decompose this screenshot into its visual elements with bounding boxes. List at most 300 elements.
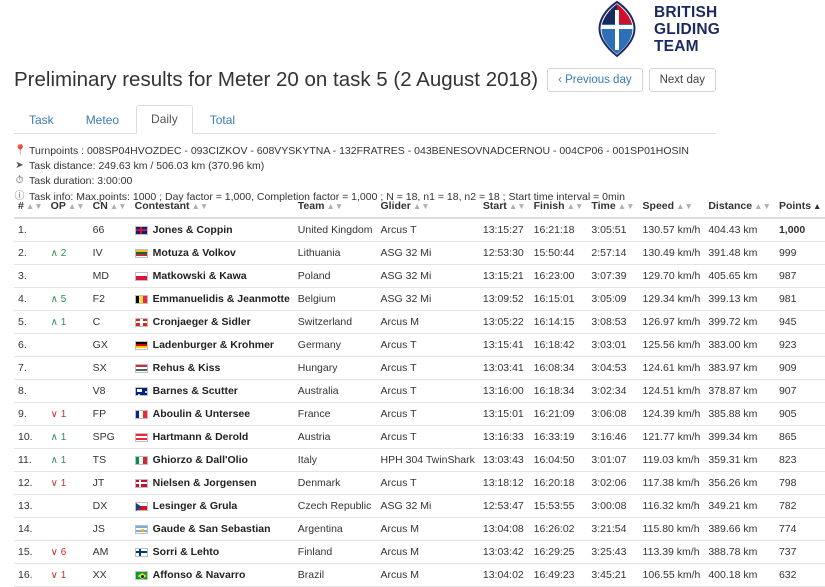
cell-contestant bbox=[131, 564, 294, 587]
cell-team: Czech Republic bbox=[294, 495, 377, 518]
cell-speed: 113.39 km/h bbox=[639, 541, 705, 564]
cell-rank: 15. bbox=[14, 541, 47, 564]
cell-glider: Arcus T bbox=[377, 403, 479, 426]
logo-line-1: BRITISH bbox=[654, 3, 718, 21]
cell-glider: ASG 32 Mi bbox=[377, 495, 479, 518]
cell-rank: 2. bbox=[14, 242, 47, 265]
cell-rank: 14. bbox=[14, 518, 47, 541]
cell-finish: 16:33:19 bbox=[530, 426, 588, 449]
cell-distance: 389.66 km bbox=[704, 518, 775, 541]
cell-glider: Arcus T bbox=[377, 472, 479, 495]
cell-cn: AM bbox=[89, 541, 131, 564]
cell-rank: 13. bbox=[14, 495, 47, 518]
cell-op bbox=[47, 472, 89, 495]
cell-time: 3:05:51 bbox=[587, 218, 638, 242]
cell-distance: 378.87 km bbox=[704, 380, 775, 403]
cell-contestant bbox=[131, 495, 294, 518]
cell-distance: 400.18 km bbox=[704, 564, 775, 587]
column-label-cn: CN bbox=[92, 200, 108, 212]
cell-op bbox=[47, 564, 89, 587]
cell-glider: Arcus M bbox=[377, 564, 479, 587]
cell-start: 13:03:42 bbox=[479, 541, 530, 564]
table-row[interactable] bbox=[14, 311, 825, 334]
paper-plane-icon: ➤ bbox=[15, 160, 24, 172]
cell-contestant bbox=[131, 541, 294, 564]
position-change-up-icon: ∧ 1 bbox=[50, 454, 67, 466]
cell-contestant bbox=[131, 218, 294, 242]
table-row[interactable] bbox=[14, 449, 825, 472]
cell-team: Brazil bbox=[294, 564, 377, 587]
cell-op bbox=[47, 518, 89, 541]
next-day-button[interactable]: Next day bbox=[649, 68, 716, 92]
flag-icon-gb bbox=[135, 226, 148, 235]
sort-icon: ▲▼ bbox=[508, 201, 526, 211]
cell-op bbox=[47, 426, 89, 449]
cell-contestant bbox=[131, 403, 294, 426]
cell-rank: 12. bbox=[14, 472, 47, 495]
cell-speed: 117.38 km/h bbox=[639, 472, 705, 495]
results-table-head bbox=[14, 196, 825, 218]
contestant-name: Gaude & San Sebastian bbox=[152, 523, 271, 535]
cell-op bbox=[47, 380, 89, 403]
cell-speed: 130.57 km/h bbox=[639, 218, 705, 242]
cell-speed: 129.34 km/h bbox=[639, 288, 705, 311]
cell-finish: 16:04:50 bbox=[530, 449, 588, 472]
cell-op bbox=[47, 265, 89, 288]
cell-start: 12:53:30 bbox=[479, 242, 530, 265]
cell-rank: 10. bbox=[14, 426, 47, 449]
cell-contestant bbox=[131, 426, 294, 449]
task-distance-text: Task distance: 249.63 km / 506.03 km (370.96 km) bbox=[29, 160, 265, 173]
cell-rank: 5. bbox=[14, 311, 47, 334]
cell-contestant bbox=[131, 380, 294, 403]
column-header-distance[interactable] bbox=[704, 196, 775, 218]
column-label-contestant: Contestant bbox=[134, 200, 190, 212]
cell-finish: 16:29:25 bbox=[530, 541, 588, 564]
column-label-points: Points bbox=[778, 200, 812, 212]
cell-speed: 130.49 km/h bbox=[639, 242, 705, 265]
task-info-text: Task info: Max.points: 1000 ; Day factor = 1,000, Completion factor = 1,000 ; N = 18, n1 = 18, n2 = 18 ; Start time interval = 0min bbox=[29, 190, 625, 203]
flag-icon-hu bbox=[135, 364, 148, 373]
cell-glider: HPH 304 TwinShark bbox=[377, 449, 479, 472]
cell-contestant bbox=[131, 265, 294, 288]
cell-points: 923 bbox=[775, 334, 825, 357]
contestant-name: Hartmann & Derold bbox=[152, 431, 249, 443]
cell-rank: 8. bbox=[14, 380, 47, 403]
cell-op bbox=[47, 403, 89, 426]
contestant-name: Rehus & Kiss bbox=[152, 362, 221, 374]
cell-finish: 16:26:02 bbox=[530, 518, 588, 541]
cell-cn: MD bbox=[89, 265, 131, 288]
cell-cn: JS bbox=[89, 518, 131, 541]
cell-speed: 129.70 km/h bbox=[639, 265, 705, 288]
sort-icon: ▲▼ bbox=[754, 201, 771, 211]
cell-time: 3:04:53 bbox=[587, 357, 638, 380]
contestant-name: Jones & Coppin bbox=[152, 224, 233, 236]
cell-start: 13:18:12 bbox=[479, 472, 530, 495]
cell-cn: F2 bbox=[89, 288, 131, 311]
results-table-body bbox=[14, 218, 825, 587]
cell-time: 3:16:46 bbox=[587, 426, 638, 449]
contestant-name: Nielsen & Jorgensen bbox=[152, 477, 257, 489]
cell-cn: JT bbox=[89, 472, 131, 495]
cell-points: 865 bbox=[775, 426, 825, 449]
cell-time: 3:02:06 bbox=[587, 472, 638, 495]
column-header-speed[interactable] bbox=[639, 196, 705, 218]
cell-points: 905 bbox=[775, 403, 825, 426]
cell-time: 3:45:21 bbox=[587, 564, 638, 587]
turnpoints-text: Turnpoints : 008SP04HVOZDEC - 093CIZKOV - 608VYSKYTNA - 132FRATRES - 043BENESOVNADCERNOU - 004CP06 - 001SP01HOSIN bbox=[29, 145, 690, 157]
cell-speed: 126.97 km/h bbox=[639, 311, 705, 334]
cell-team: Austria bbox=[294, 426, 377, 449]
position-change-up-icon: ∧ 2 bbox=[50, 247, 67, 259]
cell-finish: 16:23:00 bbox=[530, 265, 588, 288]
cell-points: 1,000 bbox=[775, 218, 825, 242]
location-pin-icon: 📍 bbox=[14, 145, 27, 156]
cell-rank: 6. bbox=[14, 334, 47, 357]
cell-team: Lithuania bbox=[294, 242, 377, 265]
logo-mark-icon bbox=[588, 0, 646, 58]
cell-rank: 11. bbox=[14, 449, 47, 472]
cell-time: 3:07:39 bbox=[587, 265, 638, 288]
cell-team: Denmark bbox=[294, 472, 377, 495]
cell-start: 13:04:02 bbox=[479, 564, 530, 587]
flag-icon-cz bbox=[135, 502, 148, 511]
cell-cn: IV bbox=[89, 242, 131, 265]
logo-line-2: GLIDING bbox=[654, 20, 720, 38]
sort-icon: ▲▼ bbox=[109, 201, 127, 211]
tab-total[interactable]: Total bbox=[209, 113, 236, 127]
cell-points: 981 bbox=[775, 288, 825, 311]
cell-op bbox=[47, 218, 89, 242]
contestant-name: Emmanuelidis & Jeanmotte bbox=[152, 293, 290, 305]
flag-icon-it bbox=[135, 456, 148, 465]
cell-rank: 1. bbox=[14, 218, 47, 242]
cell-contestant bbox=[131, 357, 294, 380]
cell-team: Switzerland bbox=[294, 311, 377, 334]
cell-contestant bbox=[131, 472, 294, 495]
column-label-speed: Speed bbox=[642, 200, 675, 212]
cell-finish: 16:20:18 bbox=[530, 472, 588, 495]
cell-finish: 15:53:55 bbox=[530, 495, 588, 518]
cell-cn: TS bbox=[89, 449, 131, 472]
cell-op bbox=[47, 495, 89, 518]
cell-speed: 124.61 km/h bbox=[639, 357, 705, 380]
turnpoints-line bbox=[14, 144, 716, 158]
cell-distance: 359.31 km bbox=[704, 449, 775, 472]
contestant-name: Lesinger & Grula bbox=[152, 500, 238, 512]
cell-start: 13:03:43 bbox=[479, 449, 530, 472]
column-label-op: OP bbox=[50, 200, 66, 212]
contestant-name: Barnes & Scutter bbox=[152, 385, 238, 397]
cell-glider: Arcus T bbox=[377, 380, 479, 403]
cell-time: 3:08:53 bbox=[587, 311, 638, 334]
sort-icon-active: ▲ bbox=[813, 201, 822, 211]
logo-line-3: TEAM bbox=[654, 37, 699, 55]
table-row[interactable] bbox=[14, 218, 825, 242]
table-row[interactable] bbox=[14, 541, 825, 564]
contestant-name: Matkowski & Kawa bbox=[152, 270, 247, 282]
column-header-team[interactable] bbox=[294, 196, 377, 218]
column-label-time: Time bbox=[591, 200, 616, 212]
cell-distance: 391.48 km bbox=[704, 242, 775, 265]
column-header-cn[interactable] bbox=[89, 196, 131, 218]
cell-speed: 124.39 km/h bbox=[639, 403, 705, 426]
cell-speed: 116.32 km/h bbox=[639, 495, 705, 518]
cell-contestant bbox=[131, 518, 294, 541]
cell-op bbox=[47, 288, 89, 311]
cell-finish: 15:50:44 bbox=[530, 242, 588, 265]
cell-contestant bbox=[131, 449, 294, 472]
cell-cn: 66 bbox=[89, 218, 131, 242]
cell-op bbox=[47, 357, 89, 380]
cell-rank: 16. bbox=[14, 564, 47, 587]
position-change-down-icon: ∨ 1 bbox=[50, 477, 67, 489]
column-header-time[interactable] bbox=[587, 196, 638, 218]
contestant-name: Cronjaeger & Sidler bbox=[152, 316, 251, 328]
previous-day-button[interactable]: ‹ Previous day bbox=[547, 68, 643, 92]
column-header-contestant[interactable] bbox=[131, 196, 294, 218]
cell-team: Hungary bbox=[294, 357, 377, 380]
cell-points: 823 bbox=[775, 449, 825, 472]
cell-glider: ASG 32 Mi bbox=[377, 288, 479, 311]
clock-icon: ⏱ bbox=[15, 175, 24, 187]
tab-daily[interactable]: Daily bbox=[136, 105, 193, 134]
column-header-finish[interactable] bbox=[530, 196, 588, 218]
column-header-glider[interactable] bbox=[377, 196, 479, 218]
cell-finish: 16:49:23 bbox=[530, 564, 588, 587]
results-table bbox=[14, 196, 825, 587]
cell-team: Australia bbox=[294, 380, 377, 403]
cell-start: 13:04:08 bbox=[479, 518, 530, 541]
cell-finish: 16:21:09 bbox=[530, 403, 588, 426]
flag-icon-br bbox=[135, 571, 148, 580]
position-change-down-icon: ∨ 6 bbox=[50, 546, 67, 558]
cell-rank: 4. bbox=[14, 288, 47, 311]
cell-start: 13:16:33 bbox=[479, 426, 530, 449]
flag-icon-de bbox=[135, 341, 148, 350]
cell-points: 999 bbox=[775, 242, 825, 265]
table-row[interactable] bbox=[14, 265, 825, 288]
cell-glider: Arcus T bbox=[377, 218, 479, 242]
cell-distance: 383.97 km bbox=[704, 357, 775, 380]
day-navigation bbox=[547, 68, 716, 92]
table-row[interactable] bbox=[14, 357, 825, 380]
cell-finish: 16:08:34 bbox=[530, 357, 588, 380]
cell-distance: 385.88 km bbox=[704, 403, 775, 426]
cell-rank: 9. bbox=[14, 403, 47, 426]
cell-contestant bbox=[131, 242, 294, 265]
cell-finish: 16:18:42 bbox=[530, 334, 588, 357]
cell-glider: Arcus T bbox=[377, 357, 479, 380]
table-row[interactable] bbox=[14, 403, 825, 426]
cell-start: 13:15:01 bbox=[479, 403, 530, 426]
info-circle-icon: ⓘ bbox=[14, 190, 25, 202]
table-row[interactable] bbox=[14, 564, 825, 587]
column-label-rank: # bbox=[18, 200, 24, 212]
cell-speed: 125.56 km/h bbox=[639, 334, 705, 357]
cell-time: 3:03:01 bbox=[587, 334, 638, 357]
cell-time: 3:00:08 bbox=[587, 495, 638, 518]
position-change-down-icon: ∨ 1 bbox=[50, 408, 67, 420]
table-row[interactable] bbox=[14, 518, 825, 541]
cell-start: 13:05:22 bbox=[479, 311, 530, 334]
cell-team: Germany bbox=[294, 334, 377, 357]
cell-time: 3:25:43 bbox=[587, 541, 638, 564]
cell-cn: XX bbox=[89, 564, 131, 587]
cell-time: 3:05:09 bbox=[587, 288, 638, 311]
cell-time: 3:06:08 bbox=[587, 403, 638, 426]
cell-points: 907 bbox=[775, 380, 825, 403]
cell-time: 3:02:34 bbox=[587, 380, 638, 403]
column-label-distance: Distance bbox=[708, 200, 753, 212]
column-header-op[interactable] bbox=[47, 196, 89, 218]
cell-distance: 356.26 km bbox=[704, 472, 775, 495]
cell-points: 798 bbox=[775, 472, 825, 495]
table-row[interactable] bbox=[14, 334, 825, 357]
cell-finish: 16:21:18 bbox=[530, 218, 588, 242]
contestant-name: Ghiorzo & Dall'Olio bbox=[152, 454, 248, 466]
sort-icon: ▲▼ bbox=[326, 201, 344, 211]
cell-cn: SX bbox=[89, 357, 131, 380]
cell-glider: ASG 32 Mi bbox=[377, 265, 479, 288]
cell-team: Italy bbox=[294, 449, 377, 472]
table-row[interactable] bbox=[14, 426, 825, 449]
cell-start: 12:53:47 bbox=[479, 495, 530, 518]
position-change-up-icon: ∧ 1 bbox=[50, 316, 67, 328]
cell-speed: 121.77 km/h bbox=[639, 426, 705, 449]
cell-team: Argentina bbox=[294, 518, 377, 541]
cell-start: 13:09:52 bbox=[479, 288, 530, 311]
flag-icon-pl bbox=[135, 272, 148, 281]
column-header-start[interactable] bbox=[479, 196, 530, 218]
cell-finish: 16:18:34 bbox=[530, 380, 588, 403]
flag-icon-be bbox=[135, 295, 148, 304]
flag-icon-lt bbox=[135, 249, 148, 258]
cell-cn: C bbox=[89, 311, 131, 334]
cell-op bbox=[47, 311, 89, 334]
table-row[interactable] bbox=[14, 242, 825, 265]
cell-glider: Arcus M bbox=[377, 541, 479, 564]
cell-glider: ASG 32 Mi bbox=[377, 242, 479, 265]
cell-speed: 124.51 km/h bbox=[639, 380, 705, 403]
cell-contestant bbox=[131, 334, 294, 357]
flag-icon-ch bbox=[135, 318, 148, 327]
contestant-name: Sorri & Lehto bbox=[152, 546, 220, 558]
contestant-name: Affonso & Navarro bbox=[152, 569, 246, 581]
cell-contestant bbox=[131, 311, 294, 334]
cell-start: 13:15:27 bbox=[479, 218, 530, 242]
tab-task[interactable]: Task bbox=[29, 113, 54, 127]
flag-icon-at bbox=[135, 433, 148, 442]
cell-distance: 399.13 km bbox=[704, 288, 775, 311]
cell-glider: Arcus M bbox=[377, 518, 479, 541]
cell-cn: FP bbox=[89, 403, 131, 426]
cell-finish: 16:14:15 bbox=[530, 311, 588, 334]
sort-icon: ▲▼ bbox=[25, 201, 43, 211]
cell-time: 3:01:07 bbox=[587, 449, 638, 472]
cell-team: France bbox=[294, 403, 377, 426]
cell-points: 782 bbox=[775, 495, 825, 518]
cell-points: 632 bbox=[775, 564, 825, 587]
title-row bbox=[14, 68, 716, 92]
tab-meteo[interactable]: Meteo bbox=[85, 113, 120, 127]
sort-icon: ▲▼ bbox=[676, 201, 693, 211]
cell-op bbox=[47, 541, 89, 564]
cell-distance: 349.21 km bbox=[704, 495, 775, 518]
cell-cn: SPG bbox=[89, 426, 131, 449]
flag-icon-au bbox=[135, 387, 148, 396]
column-label-team: Team bbox=[297, 200, 325, 212]
cell-op bbox=[47, 334, 89, 357]
table-row[interactable] bbox=[14, 495, 825, 518]
table-row[interactable] bbox=[14, 380, 825, 403]
cell-start: 13:16:00 bbox=[479, 380, 530, 403]
cell-time: 3:21:54 bbox=[587, 518, 638, 541]
sort-icon: ▲▼ bbox=[412, 201, 430, 211]
british-gliding-team-logo bbox=[588, 0, 720, 58]
task-duration-text: Task duration: 3:00:00 bbox=[29, 175, 133, 188]
sort-icon: ▲▼ bbox=[191, 201, 209, 211]
logo-text bbox=[654, 4, 720, 55]
cell-start: 13:03:41 bbox=[479, 357, 530, 380]
cell-distance: 399.72 km bbox=[704, 311, 775, 334]
page-title: Preliminary results for Meter 20 on task 5 (2 August 2018) bbox=[14, 68, 539, 91]
cell-rank: 7. bbox=[14, 357, 47, 380]
cell-distance: 383.00 km bbox=[704, 334, 775, 357]
column-header-points[interactable] bbox=[775, 196, 825, 218]
task-duration-line bbox=[14, 174, 716, 188]
cell-glider: Arcus M bbox=[377, 311, 479, 334]
table-row[interactable] bbox=[14, 472, 825, 495]
cell-cn: GX bbox=[89, 334, 131, 357]
cell-points: 909 bbox=[775, 357, 825, 380]
cell-speed: 106.55 km/h bbox=[639, 564, 705, 587]
contestant-name: Aboulin & Untersee bbox=[152, 408, 251, 420]
cell-cn: DX bbox=[89, 495, 131, 518]
flag-icon-ar bbox=[135, 525, 148, 534]
table-row[interactable] bbox=[14, 288, 825, 311]
cell-glider: Arcus T bbox=[377, 426, 479, 449]
task-distance-line bbox=[14, 159, 716, 173]
column-header-rank[interactable] bbox=[14, 196, 47, 218]
cell-speed: 119.03 km/h bbox=[639, 449, 705, 472]
sort-icon: ▲▼ bbox=[566, 201, 584, 211]
flag-icon-dk bbox=[135, 479, 148, 488]
cell-team: Finland bbox=[294, 541, 377, 564]
cell-distance: 388.78 km bbox=[704, 541, 775, 564]
contestant-name: Ladenburger & Krohmer bbox=[152, 339, 275, 351]
cell-team: Belgium bbox=[294, 288, 377, 311]
cell-start: 13:15:41 bbox=[479, 334, 530, 357]
position-change-up-icon: ∧ 5 bbox=[50, 293, 67, 305]
contestant-name: Motuza & Volkov bbox=[152, 247, 236, 259]
cell-distance: 404.43 km bbox=[704, 218, 775, 242]
cell-distance: 399.34 km bbox=[704, 426, 775, 449]
cell-points: 737 bbox=[775, 541, 825, 564]
cell-distance: 405.65 km bbox=[704, 265, 775, 288]
cell-finish: 16:15:01 bbox=[530, 288, 588, 311]
cell-contestant bbox=[131, 288, 294, 311]
column-label-finish: Finish bbox=[533, 200, 565, 212]
result-tabs bbox=[14, 106, 716, 134]
position-change-down-icon: ∨ 1 bbox=[50, 569, 67, 581]
cell-op bbox=[47, 242, 89, 265]
cell-speed: 115.80 km/h bbox=[639, 518, 705, 541]
flag-icon-fi bbox=[135, 548, 148, 557]
cell-op bbox=[47, 449, 89, 472]
table-header-row bbox=[14, 196, 825, 218]
